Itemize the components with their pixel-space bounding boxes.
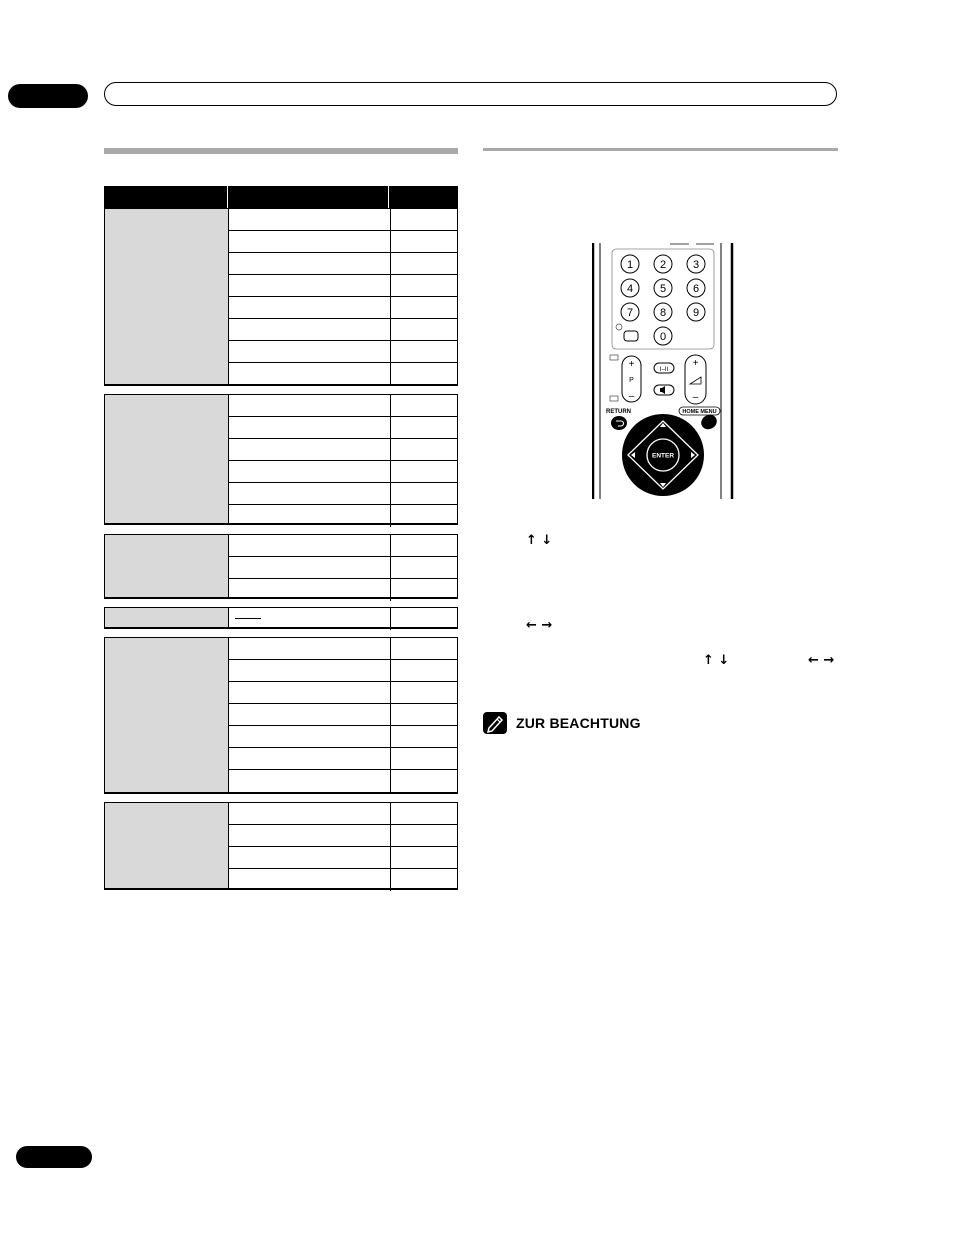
table-row <box>229 579 457 601</box>
up-down-arrows: ↑ ↓ <box>526 533 553 548</box>
group-label-cell <box>105 803 228 888</box>
volume-minus: – <box>692 392 699 403</box>
home-menu-label: HOME MENU <box>682 409 717 415</box>
table-row <box>229 748 457 770</box>
table-row <box>229 825 457 847</box>
table-row <box>229 505 457 527</box>
table-row <box>229 417 457 439</box>
number-key-label: 0 <box>659 331 667 343</box>
table-row <box>229 209 457 231</box>
left-right-arrows: ← → <box>808 653 835 668</box>
table-row <box>229 483 457 505</box>
table-row <box>229 770 457 792</box>
note-title: ZUR BEACHTUNG <box>516 715 641 731</box>
table-group-2 <box>104 394 458 525</box>
underline-mark <box>235 618 261 619</box>
table-header <box>104 186 458 208</box>
mute-icon <box>660 386 665 394</box>
table-row <box>229 660 457 682</box>
table-group-3 <box>104 534 458 599</box>
number-key-label: 2 <box>659 259 667 271</box>
channel-label: P <box>629 377 634 384</box>
table-row <box>229 341 457 363</box>
table-row <box>229 363 457 385</box>
table-group-6 <box>104 802 458 890</box>
table-group-1 <box>104 208 458 386</box>
number-key-label: 1 <box>626 259 634 271</box>
table-row <box>229 275 457 297</box>
table-row <box>229 704 457 726</box>
input-icon <box>610 355 618 360</box>
section-rule-right <box>483 148 838 151</box>
page-number-tab <box>16 1146 92 1168</box>
channel-minus: – <box>628 391 635 402</box>
table-group-5 <box>104 637 458 794</box>
table-row <box>229 557 457 579</box>
table-row <box>229 682 457 704</box>
audio-label: I–II <box>659 367 669 373</box>
group-label-cell <box>105 209 228 384</box>
table-row <box>229 847 457 869</box>
table-row <box>229 297 457 319</box>
table-row <box>229 461 457 483</box>
chapter-header-bar <box>104 82 837 106</box>
left-right-arrows: ← → <box>526 618 553 633</box>
pencil-icon <box>483 712 507 734</box>
number-key-label: 9 <box>692 307 700 319</box>
section-rule-left <box>104 148 458 154</box>
table-row <box>229 869 457 891</box>
number-key-label: 6 <box>692 283 700 295</box>
table-row <box>229 231 457 253</box>
enter-label: ENTER <box>651 452 675 460</box>
return-label: RETURN <box>606 409 631 415</box>
volume-plus: + <box>692 358 699 369</box>
remote-control-illustration <box>592 243 736 499</box>
return-button <box>611 416 627 430</box>
group-label-cell <box>105 535 228 597</box>
table-row <box>229 253 457 275</box>
info-icon <box>624 331 638 341</box>
number-key-label: 4 <box>626 283 634 295</box>
group-label-cell <box>105 395 228 523</box>
table-row <box>229 395 457 417</box>
table-row <box>229 638 457 660</box>
table-row <box>229 319 457 341</box>
group-label-cell <box>105 608 228 627</box>
group-label-cell <box>105 638 228 792</box>
chapter-tab <box>8 84 88 108</box>
number-key-label: 7 <box>626 307 634 319</box>
table-group-4 <box>104 607 458 629</box>
table-row <box>229 608 457 630</box>
table-row <box>229 726 457 748</box>
up-down-arrows: ↑ ↓ <box>703 653 730 668</box>
number-key-label: 5 <box>659 283 667 295</box>
number-key-label: 8 <box>659 307 667 319</box>
table-row <box>229 439 457 461</box>
table-row <box>229 535 457 557</box>
table-row <box>229 803 457 825</box>
screen-icon <box>610 396 618 401</box>
number-key-label: 3 <box>692 259 700 271</box>
clock-icon <box>616 324 622 330</box>
volume-icon <box>690 377 701 384</box>
channel-plus: + <box>628 359 635 370</box>
